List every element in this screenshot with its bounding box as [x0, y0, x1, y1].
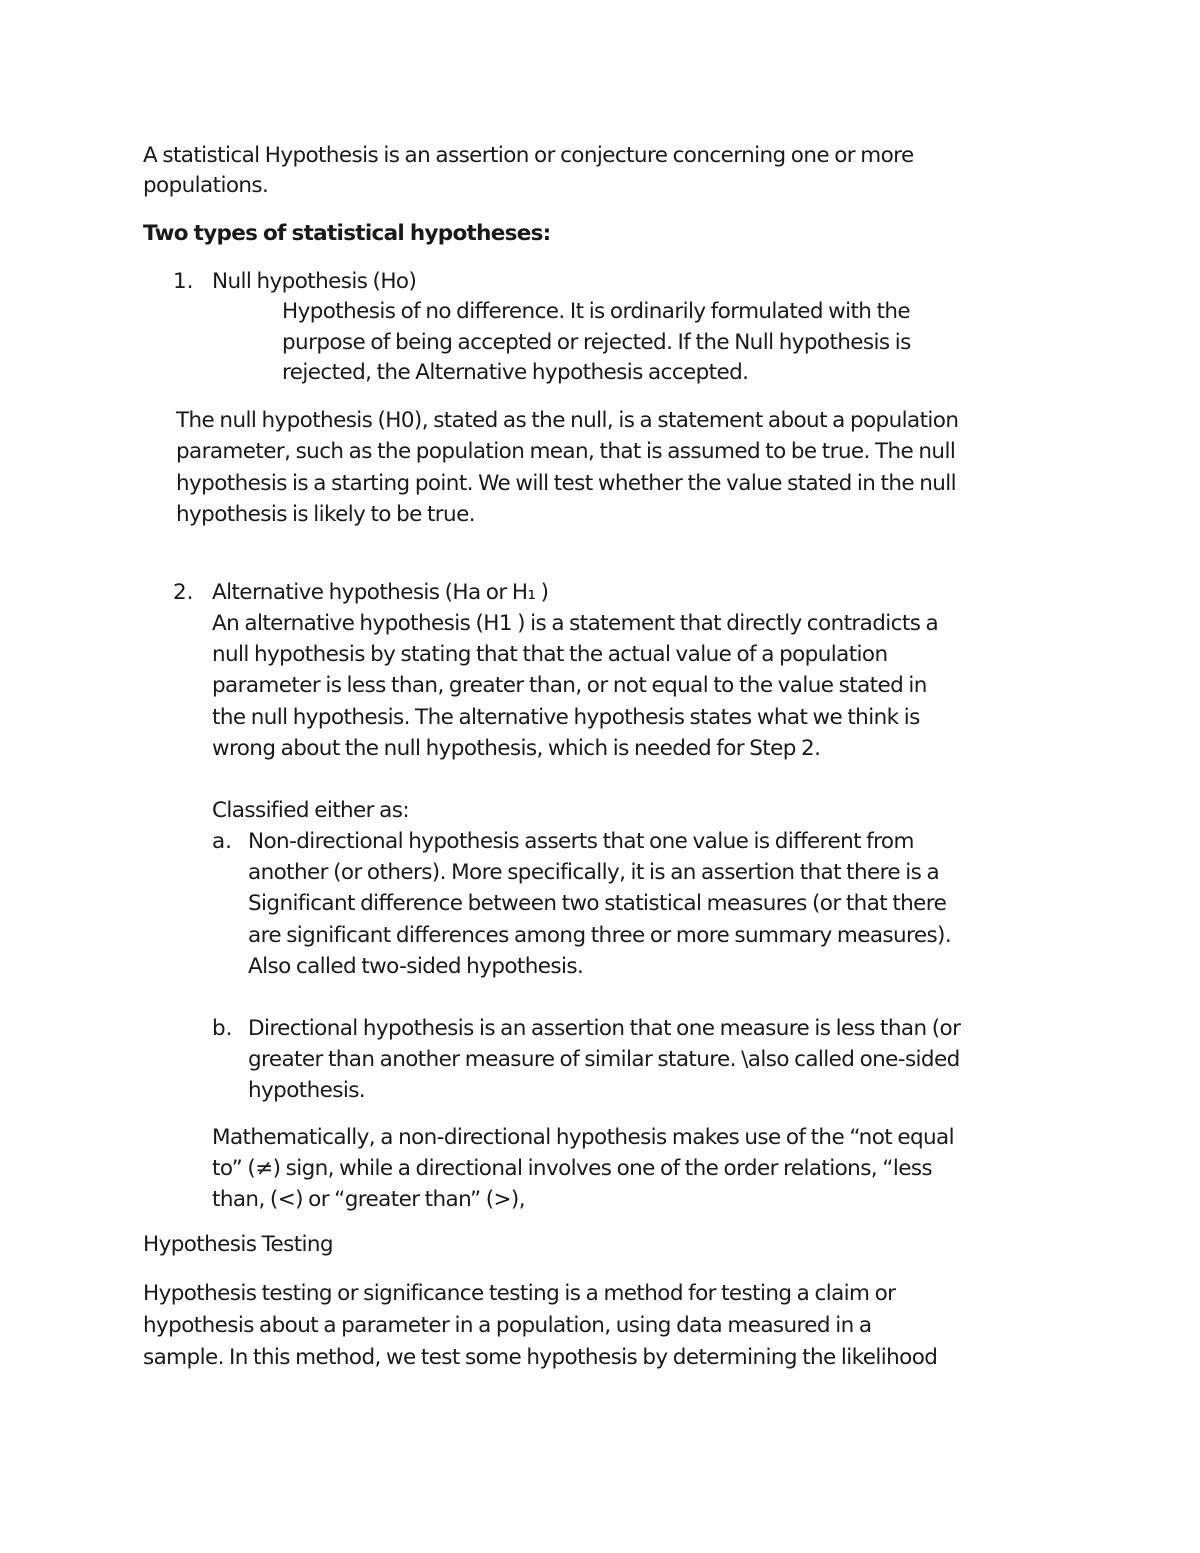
null-paragraph-line: hypothesis is likely to be true.: [176, 502, 475, 527]
null-paragraph-line: hypothesis is a starting point. We will test whether the value stated in the null: [176, 471, 957, 496]
null-paragraph-line: parameter, such as the population mean, that is assumed to be true. The null: [176, 439, 956, 464]
testing-line: Hypothesis testing or significance testing is a method for testing a claim or: [143, 1281, 896, 1306]
sub-item-line: another (or others). More specifically, it is an assertion that there is a: [248, 860, 940, 885]
list-marker: 1.: [173, 269, 194, 294]
intro-line: populations.: [143, 173, 269, 198]
null-definition-line: rejected, the Alternative hypothesis accepted.: [282, 360, 749, 385]
alternative-line: wrong about the null hypothesis, which is needed for Step 2.: [212, 736, 821, 761]
null-definition-line: purpose of being accepted or rejected. If the Null hypothesis is: [282, 330, 911, 355]
sub-item-line: hypothesis.: [248, 1078, 366, 1103]
sub-item-line: are significant differences among three or more summary measures).: [248, 923, 952, 948]
intro-line: A statistical Hypothesis is an assertion or conjecture concerning one or more: [143, 143, 914, 168]
math-line: Mathematically, a non-directional hypothesis makes use of the “not equal: [212, 1125, 954, 1150]
classified-label: Classified either as:: [212, 798, 409, 823]
null-definition-line: Hypothesis of no difference. It is ordinarily formulated with the: [282, 299, 911, 324]
sub-item-line: Directional hypothesis is an assertion that one measure is less than (or: [248, 1016, 961, 1041]
alternative-line: parameter is less than, greater than, or not equal to the value stated in: [212, 673, 927, 698]
null-hypothesis-title: Null hypothesis (Ho): [212, 269, 417, 294]
sub-item-line: Significant difference between two statistical measures (or that there: [248, 891, 947, 916]
sub-item-line: greater than another measure of similar stature. \also called one-sided: [248, 1047, 960, 1072]
list-marker: 2.: [173, 580, 194, 605]
math-line: than, (<) or “greater than” (>),: [212, 1187, 525, 1212]
alternative-hypothesis-title: Alternative hypothesis (Ha or H₁ ): [212, 580, 549, 605]
testing-heading: Hypothesis Testing: [143, 1232, 333, 1257]
sub-item-line: Non-directional hypothesis asserts that one value is different from: [248, 829, 914, 854]
alternative-line: the null hypothesis. The alternative hypothesis states what we think is: [212, 705, 920, 730]
alternative-line: An alternative hypothesis (H1 ) is a statement that directly contradicts a: [212, 611, 939, 636]
sub-item-line: Also called two-sided hypothesis.: [248, 954, 584, 979]
math-line: to” (≠) sign, while a directional involves one of the order relations, “less: [212, 1156, 933, 1181]
testing-line: sample. In this method, we test some hypothesis by determining the likelihood: [143, 1345, 938, 1370]
types-heading: Two types of statistical hypotheses:: [143, 221, 551, 246]
sub-list-marker: b.: [212, 1016, 233, 1041]
null-paragraph-line: The null hypothesis (H0), stated as the null, is a statement about a population: [176, 408, 959, 433]
testing-line: hypothesis about a parameter in a population, using data measured in a: [143, 1313, 872, 1338]
sub-list-marker: a.: [212, 829, 233, 854]
alternative-line: null hypothesis by stating that that the actual value of a population: [212, 642, 888, 667]
